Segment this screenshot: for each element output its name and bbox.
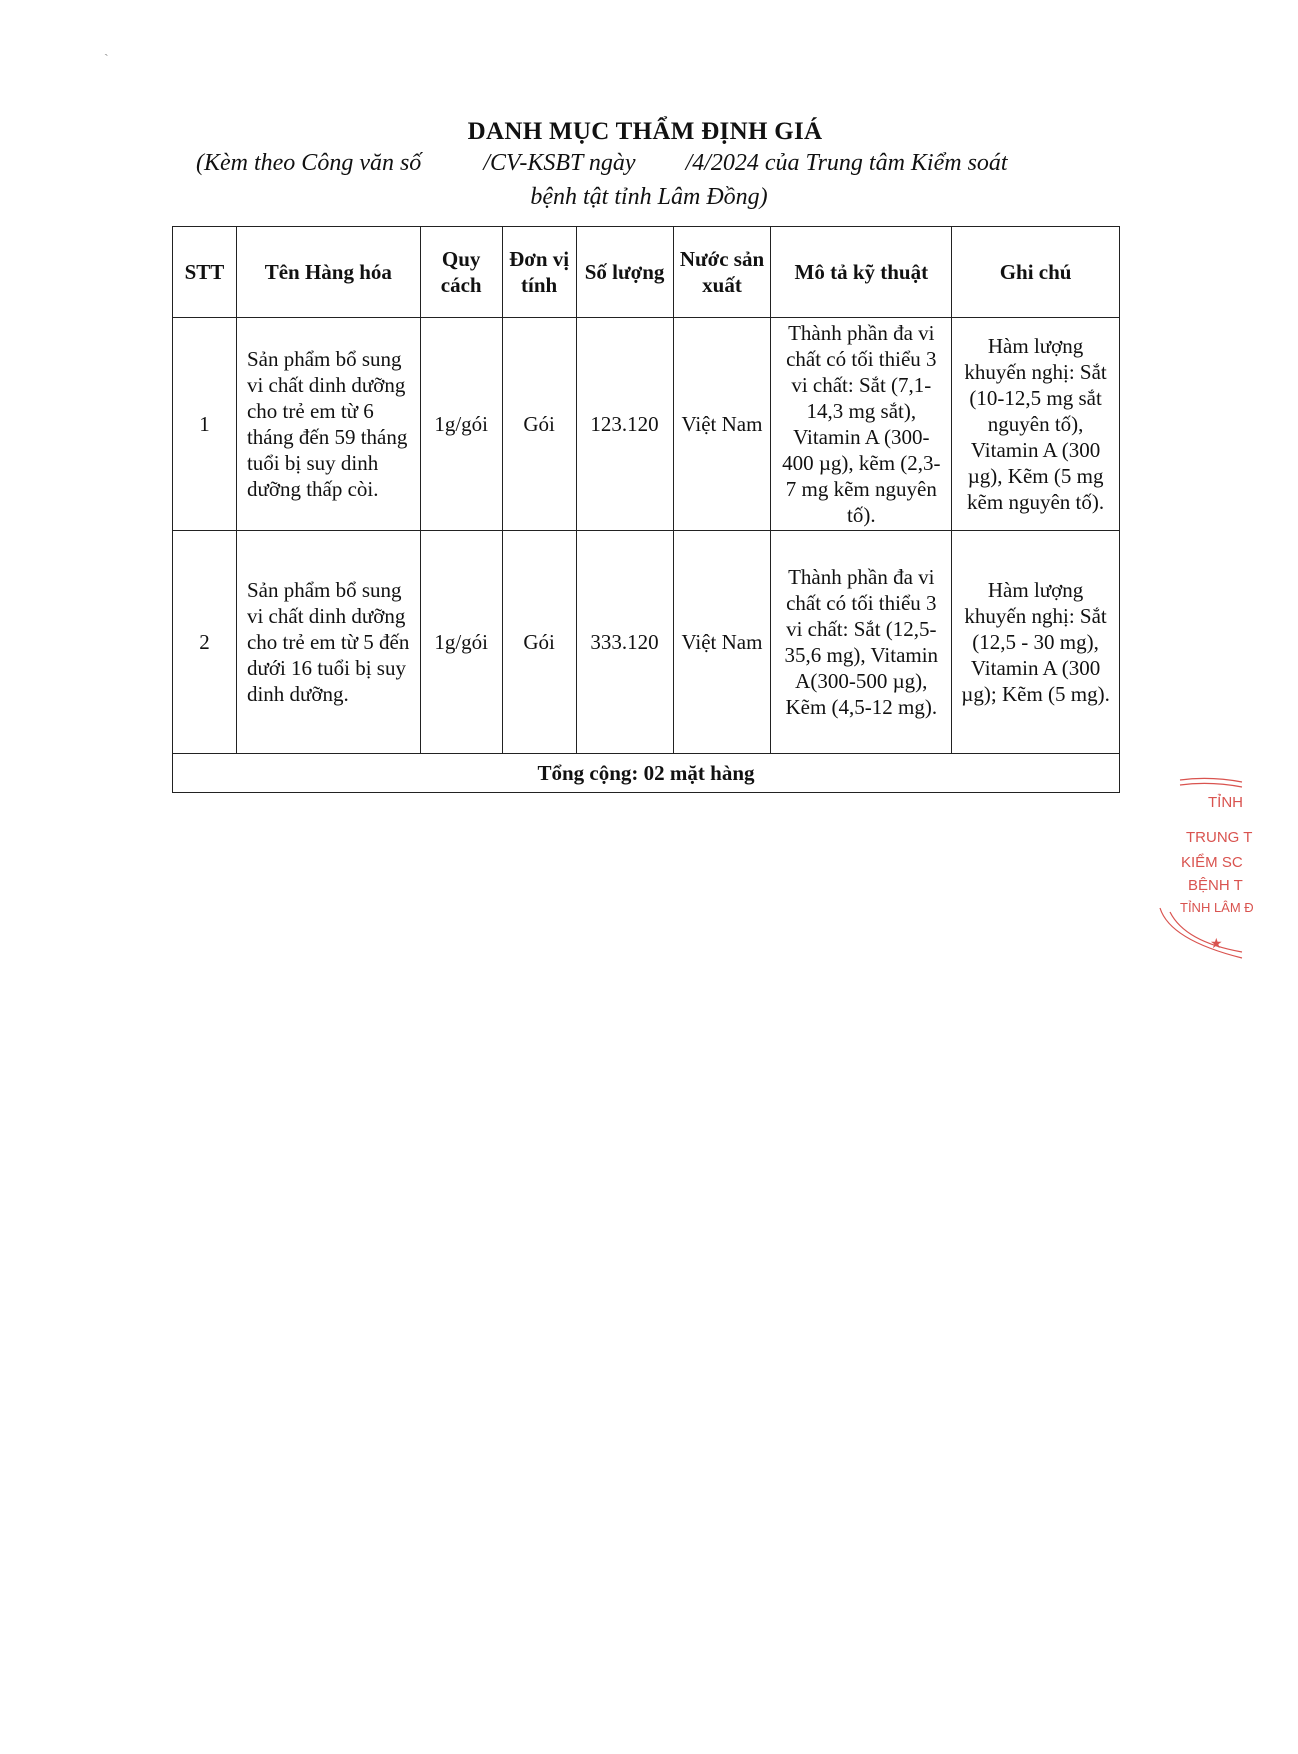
header-origin: Nước sản xuất xyxy=(673,227,771,318)
cell-unit: Gói xyxy=(502,531,576,754)
cell-note: Hàm lượng khuyến nghị: Sắt (12,5 - 30 mg), Vitamin A (300 µg); Kẽm (5 mg). xyxy=(952,531,1120,754)
cell-quantity: 123.120 xyxy=(576,318,673,531)
scan-speck: ˏ xyxy=(104,42,109,57)
star-icon: ★ xyxy=(1210,936,1223,952)
header-stt: STT xyxy=(173,227,237,318)
cell-stt: 1 xyxy=(173,318,237,531)
cell-note: Hàm lượng khuyến nghị: Sắt (10-12,5 mg sắt nguyên tố), Vitamin A (300 µg), Kẽm (5 mg kẽm nguyên tố). xyxy=(952,318,1120,531)
document-subtitle-line2: bệnh tật tỉnh Lâm Đồng) xyxy=(530,184,768,210)
subtitle-part-a: (Kèm theo Công văn số xyxy=(196,150,422,176)
header-technical: Mô tả kỹ thuật xyxy=(771,227,952,318)
stamp-text: TỈNH LÂM Đ xyxy=(1180,900,1254,915)
header-name: Tên Hàng hóa xyxy=(236,227,420,318)
document-title: DANH MỤC THẨM ĐỊNH GIÁ xyxy=(467,118,823,145)
stamp-text: TỈNH xyxy=(1208,794,1243,811)
cell-technical: Thành phần đa vi chất có tối thiểu 3 vi chất: Sắt (12,5-35,6 mg), Vitamin A(300-500 µg), Kẽm (4,5-12 mg). xyxy=(771,531,952,754)
cell-origin: Việt Nam xyxy=(673,318,771,531)
cell-origin: Việt Nam xyxy=(673,531,771,754)
stamp-text: KIỂM SC xyxy=(1181,854,1243,871)
subtitle-part-b: /CV-KSBT ngày xyxy=(483,150,636,176)
header-note: Ghi chú xyxy=(952,227,1120,318)
header-quantity: Số lượng xyxy=(576,227,673,318)
document-subtitle xyxy=(196,150,1116,177)
table-total-row xyxy=(173,754,1120,793)
table-row xyxy=(173,318,1120,531)
cell-technical: Thành phần đa vi chất có tối thiểu 3 vi chất: Sắt (7,1-14,3 mg sắt), Vitamin A (300-400 µg), kẽm (2,3-7 mg kẽm nguyên tố). xyxy=(771,318,952,531)
header-unit: Đơn vị tính xyxy=(502,227,576,318)
cell-spec: 1g/gói xyxy=(420,531,502,754)
cell-name: Sản phẩm bổ sung vi chất dinh dưỡng cho trẻ em từ 5 đến dưới 16 tuổi bị suy dinh dưỡng. xyxy=(236,531,420,754)
cell-stt: 2 xyxy=(173,531,237,754)
stamp-text: BỆNH T xyxy=(1188,877,1243,894)
cell-quantity: 333.120 xyxy=(576,531,673,754)
stamp-text: TRUNG T xyxy=(1186,829,1253,846)
table-row xyxy=(173,531,1120,754)
cell-spec: 1g/gói xyxy=(420,318,502,531)
header-spec: Quy cách xyxy=(420,227,502,318)
cell-name: Sản phẩm bổ sung vi chất dinh dưỡng cho trẻ em từ 6 tháng đến 59 tháng tuổi bị suy dinh dưỡng thấp còi. xyxy=(236,318,420,531)
table-header-row xyxy=(173,227,1120,318)
subtitle-part-c: /4/2024 của Trung tâm Kiểm soát xyxy=(685,150,1008,176)
goods-table xyxy=(172,226,1120,793)
total-cell: Tổng cộng: 02 mặt hàng xyxy=(173,754,1120,793)
cell-unit: Gói xyxy=(502,318,576,531)
official-stamp xyxy=(1150,770,1254,980)
